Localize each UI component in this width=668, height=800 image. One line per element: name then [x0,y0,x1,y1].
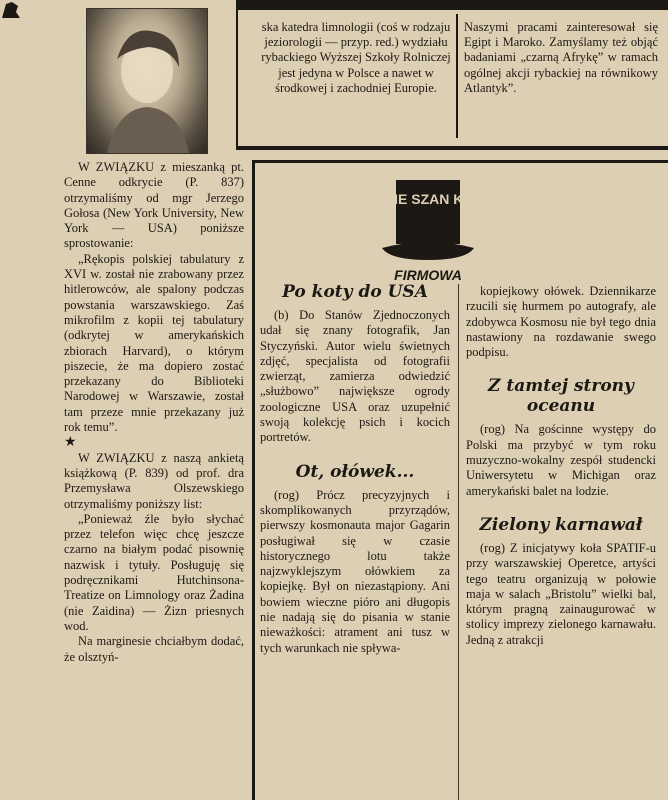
paragraph: „Rękopis polskiej tabulatury z XVI w. został nie zrabowany przez hitlerowców, ale spalony podczas powstania warszawskiego. Zaś mikrofilm z kopii tej tabulatury (odkrytej w amerykańskich zbiorach Harvard), o którym piszecie, że ma dopiero zostać przekazany do Biblioteki Narodowej w Warszawie, został tam przeze mnie przekazany już rok temu”. [64,251,244,435]
corner-mark-icon [0,0,22,20]
author-portrait-photo [86,8,208,154]
paragraph: W ZWIĄZKU z mieszanką pt. Cenne odkrycie (P. 837) otrzymaliśmy od mgr Jerzego Gołosa (New York University, New York — USA) poniższe sprostowanie: [64,160,244,251]
paragraph: (rog) Na gościnne występy do Polski ma przybyć w tym roku muzyczno-wokalny zespół studencki Uniwersytetu w Michigan oraz amerykański balet na lodzie. [466,422,656,498]
middle-column [260,282,450,656]
paragraph: (rog) Prócz precyzyjnych i skomplikowanych przyrządów, pierwszy kosmonauta major Gagarin posługiwał się w czasie historycznego lotu także najzwyklejszym ołówkiem za kopiejkę. Był on niezastąpiony. Ani bowiem wieczne pióro ani długopis nie nadają się do pisania w stanie nieważkości: atrament ani tusz w tych warunkach nie spływa- [260,487,450,655]
paragraph: (rog) Z inicjatywy koła SPATIF-u przy warszawskiej Operetce, artyści tego teatru organizują w połowie maja w salach „Bristolu” wielki bal, którym pragną zainaugurować w stolicy imprezy zielonego karnawału. Jedną z atrakcji [466,540,656,647]
column-divider [456,14,458,138]
paragraph: kopiejkowy ołówek. Dziennikarze rzucili się hurmem po autografy, ale zdobywca Kosmosu nie był tego dnia nastawiony na rozdawanie swego podpisu. [466,284,656,360]
top-text-column-1: ska katedra limnologii (coś w rodzaju jeziorologii — przyp. red.) wydziału rybackiego Wyższej Szkoły Rolniczej jest jedyna w Polsce a nawet w środkowej i zachodniej Europie. [261,20,451,95]
paragraph: W ZWIĄZKU z naszą ankietą książkową (P. 839) od prof. dra Przemysława Olszewskiego otrzymaliśmy poniższy list: [64,450,244,511]
logo-top-text: MIE SZAN KA [382,191,474,207]
paragraph: (b) Do Stanów Zjednoczonych udał się znany fotografik, Jan Styczyński. Autor wielu świetnych zdjęć, specjalista od fotografii zwierząt, zamierza odwiedzić „służbowo” największe ogrody zoologiczne USA oraz uzupełnić swoją kolekcję psich i kocich portretów. [260,308,450,445]
mieszanka-firmowa-logo [378,176,478,286]
top-text-column-2: Naszymi pracami zainteresował się Egipt i Maroko. Zamyślamy też objąć badaniami „czarną Afrykę” w ramach ogólnej akcji rybackiej na równikowy Atlantyk”. [464,20,658,95]
paragraph: „Ponieważ źle było słychać przez telefon więc chcę jeszcze czarno na białym podać pisownię nazwisk i tytuły. Posługuję się podręcznikami Hutchinsona-Treatize on Limnology oraz Żadina (nie Zaidina) — Żizn priesnych wod. [64,511,244,633]
headline: Z tamtej strony oceanu [488,376,634,417]
paragraph: Na marginesie chciałbym dodać, że olsztyń- [64,634,244,664]
headline: Zielony karnawał [479,514,643,535]
column-divider [458,284,459,800]
right-column [466,284,656,648]
separator-star: ★ [64,435,77,451]
headline: Ot, ołówek... [295,461,415,482]
left-column [64,160,244,665]
headline: Po koty do USA [282,282,428,302]
logo-bottom-text: FIRMOWA [394,267,462,283]
